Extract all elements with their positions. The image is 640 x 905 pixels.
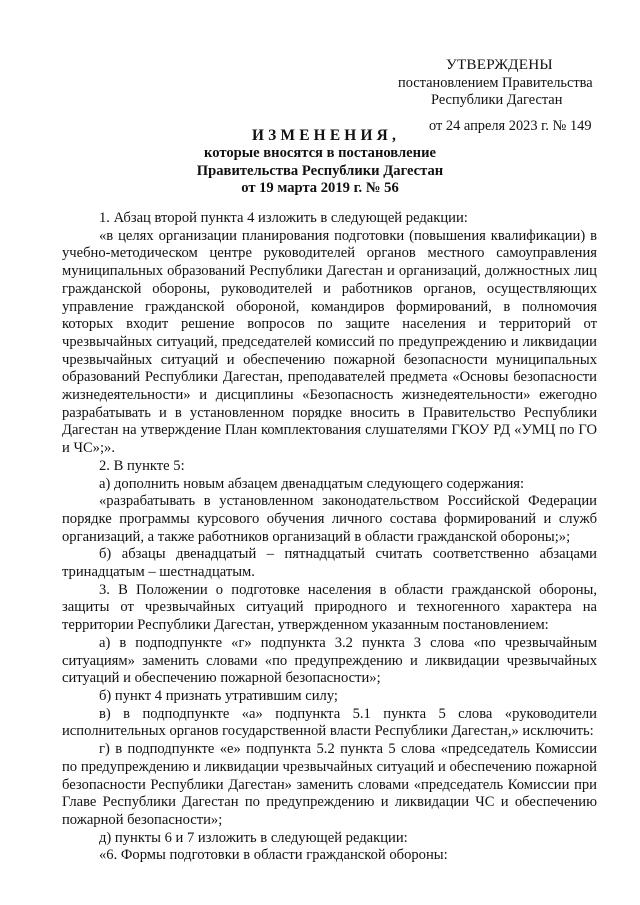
paragraph: «6. Формы подготовки в области гражданской обороны: [99, 847, 448, 864]
approval-line-1: постановлением Правительства [398, 75, 593, 91]
document-title: ИЗМЕНЕНИЯ, [251, 127, 401, 144]
document-subtitle-line-1: которые вносятся в постановление [204, 145, 436, 161]
paragraph: «в целях организации планирования подготовки (повышения квалификации) в учебно-методическом центре руководителей органов местного самоуправления муниципальных образований Республики Дагестан и организаций, должностных лиц гражданской обороны, руководителей и работников органов, осуществляющих управление гражданской обороной, командиров формирований, в полномочия которых входит решение вопросов по защите населения и территорий от чрезвычайных ситуаций, председателей комиссий по предупреждению и ликвидации чрезвычайных ситуаций и обеспечению пожарной безопасности муниципальных образований Республики Дагестан, преподавателей предмета «Основы безопасности жизнедеятельности» и дисциплины «Безопасность жизнедеятельности» ежегодно разрабатывать и в установленном порядке вносить в Правительство Республики Дагестан на утверждение План комплектования слушателями ГКОУ РД «УМЦ по ГО и ЧС»;». [62, 227, 597, 457]
approval-title: УТВЕРЖДЕНЫ [446, 56, 553, 73]
paragraph: в) в подподпункте «а» подпункта 5.1 пункта 5 слова «руководители исполнительных органов государственной власти Республики Дагестан,» исключить: [62, 705, 597, 740]
approval-date: от 24 апреля 2023 г. № 149 [429, 118, 592, 134]
document-subtitle-line-3: от 19 марта 2019 г. № 56 [241, 180, 399, 196]
paragraph: а) дополнить новым абзацем двенадцатым следующего содержания: [99, 475, 525, 492]
paragraph: б) пункт 4 признать утратившим силу; [99, 687, 338, 704]
paragraph: 1. Абзац второй пункта 4 изложить в следующей редакции: [99, 210, 468, 226]
document-subtitle-line-2: Правительства Республики Дагестан [196, 163, 444, 179]
document-body [62, 210, 597, 865]
paragraph: б) абзацы двенадцатый – пятнадцатый считать соответственно абзацами тринадцатым – шестнадцатым. [62, 546, 597, 581]
paragraph: 2. В пункте 5: [99, 457, 185, 474]
paragraph: «разрабатывать в установленном законодательством Российской Федерации порядке программы курсового обучения личного состава формирований и служб организаций, а также работников организаций в области гражданской обороны;»; [62, 493, 597, 545]
paragraph: д) пункты 6 и 7 изложить в следующей редакции: [99, 829, 408, 846]
paragraph: 3. В Положении о подготовке населения в области гражданской обороны, защиты от чрезвычайных ситуаций природного и техногенного характера на территории Республики Дагестан, утвержденном указанным постановлением: [62, 581, 597, 634]
approval-line-2: Республики Дагестан [431, 92, 563, 108]
paragraph: а) в подподпункте «г» подпункта 3.2 пункта 3 слова «по чрезвычайным ситуациям» заменить словами «по предупреждению и ликвидации чрезвычайных ситуаций и обеспечению пожарной безопасности»; [62, 634, 597, 687]
paragraph: г) в подподпункте «е» подпункта 5.2 пункта 5 слова «председатель Комиссии по предупреждению и ликвидации чрезвычайных ситуаций и обеспечению пожарной безопасности Республики Дагестан» заменить словами «председатель Комиссии при Главе Республики Дагестан по предупреждению и ликвидации ЧС и обеспечению пожарной безопасности»; [62, 741, 597, 828]
